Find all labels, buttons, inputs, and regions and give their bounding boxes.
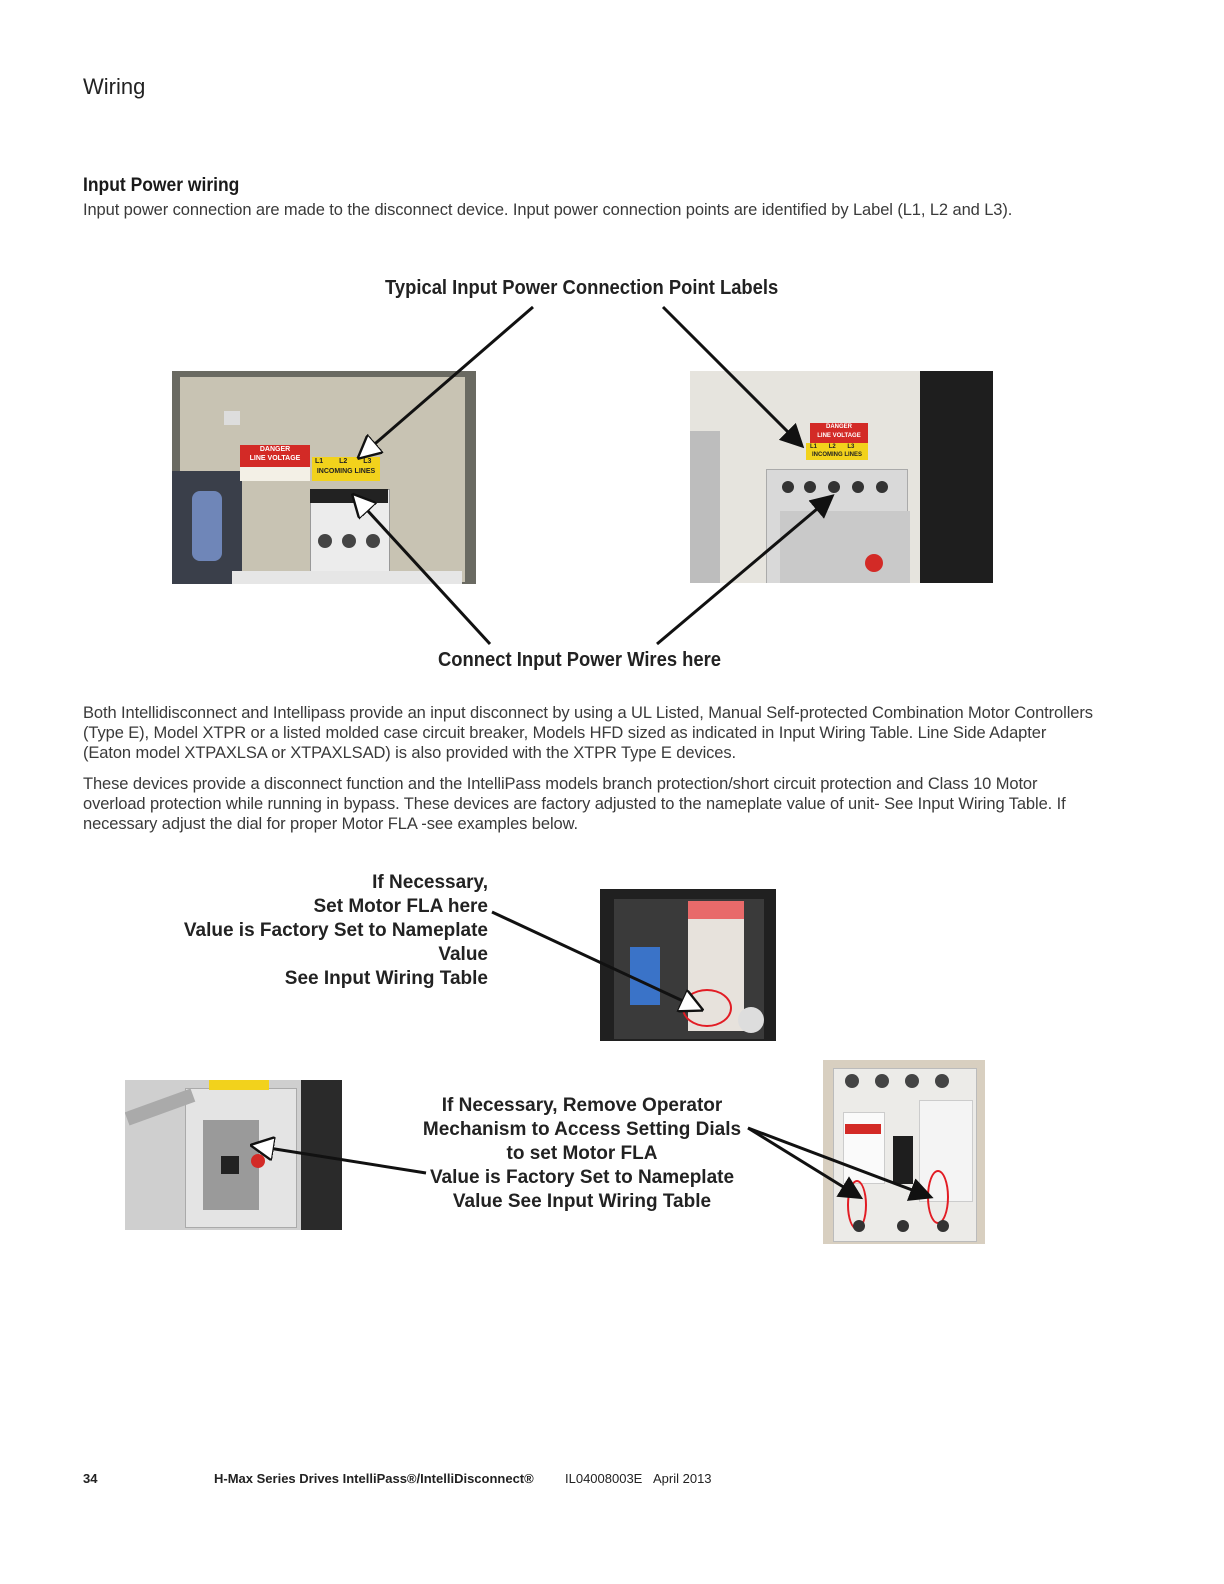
set-fla-callout (150, 871, 488, 991)
danger-sticker (240, 445, 310, 467)
l2-text-right: L2 (828, 444, 836, 450)
operator-mechanism-photo (125, 1080, 342, 1230)
input-power-heading: Input Power wiring (83, 175, 240, 196)
callout-a-line-2: Set Motor FLA here (313, 896, 488, 917)
incoming-text: INCOMING LINES (316, 468, 376, 475)
l3-text: L3 (363, 458, 372, 465)
callout-a-line-1: If Necessary, (372, 872, 488, 893)
l1-text: L1 (315, 458, 324, 465)
danger-text: DANGER (259, 446, 291, 453)
input-power-intro: Input power connection are made to the disconnect device. Input power connection points are identified by Label (L1, L2 and L3). (83, 201, 1013, 219)
callout-a-line-3: Value is Factory Set to Nameplate (183, 920, 488, 941)
l1-text-right: L1 (810, 444, 818, 450)
typical-labels-caption: Typical Input Power Connection Point Labels (385, 277, 779, 299)
danger-sticker-right (810, 423, 868, 443)
left-enclosure-photo (172, 371, 476, 584)
connect-wires-caption: Connect Input Power Wires here (438, 649, 722, 671)
callout-b-line-4: Value is Factory Set to Nameplate (429, 1167, 735, 1188)
callout-a-line-5: See Input Wiring Table (284, 968, 488, 989)
body-paragraph-2: These devices provide a disconnect function and the IntelliPass models branch protection/short circuit protection and Class 10 Motor overload protection while running in bypass. These devices are factory adjusted to the nameplate value of unit- See Input Wiring Table. If necessary adjust the dial for proper Motor FLA -see examples below. (83, 775, 1066, 833)
line-voltage-text: LINE VOLTAGE (249, 455, 301, 462)
callout-b-line-5: Value See Input Wiring Table (452, 1191, 712, 1212)
footer-date: April 2013 (653, 1471, 712, 1486)
body-paragraph-1: Both Intellidisconnect and Intellipass provide an input disconnect by using a UL Listed, Manual Self-protected Combination Motor Controllers (Type E), Model XTPR or a listed molded case circuit breaker, Models HFD sized as indicated in Input Wiring Table. Line Side Adapter (Eaton model XTPAXLSA or XTPAXLSAD) is also provided with the XTPR Type E devices. (83, 704, 1093, 762)
l2-text: L2 (339, 458, 348, 465)
remove-operator-callout (412, 1094, 752, 1214)
callout-b-line-1: If Necessary, Remove Operator (441, 1095, 723, 1116)
right-enclosure-photo (690, 371, 993, 583)
incoming-lines-label (312, 457, 380, 481)
section-title: Wiring (83, 74, 146, 99)
callout-a-line-4: Value (438, 944, 488, 965)
page-number: 34 (83, 1471, 98, 1486)
incoming-lines-label-right (806, 443, 868, 460)
l3-text-right: L3 (847, 444, 855, 450)
xtpr-photo (600, 889, 776, 1041)
footer-title: H-Max Series Drives IntelliPass®/IntelliDisconnect® (214, 1471, 534, 1486)
hfd-breaker-photo (823, 1060, 985, 1244)
incoming-text-right: INCOMING LINES (811, 452, 862, 458)
footer-doc-id: IL04008003E (565, 1471, 643, 1486)
callout-b-line-2: Mechanism to Access Setting Dials (422, 1119, 742, 1140)
danger-text-right: DANGER (825, 424, 852, 430)
callout-b-line-3: to set Motor FLA (506, 1143, 658, 1164)
line-voltage-text-right: LINE VOLTAGE (817, 433, 861, 439)
